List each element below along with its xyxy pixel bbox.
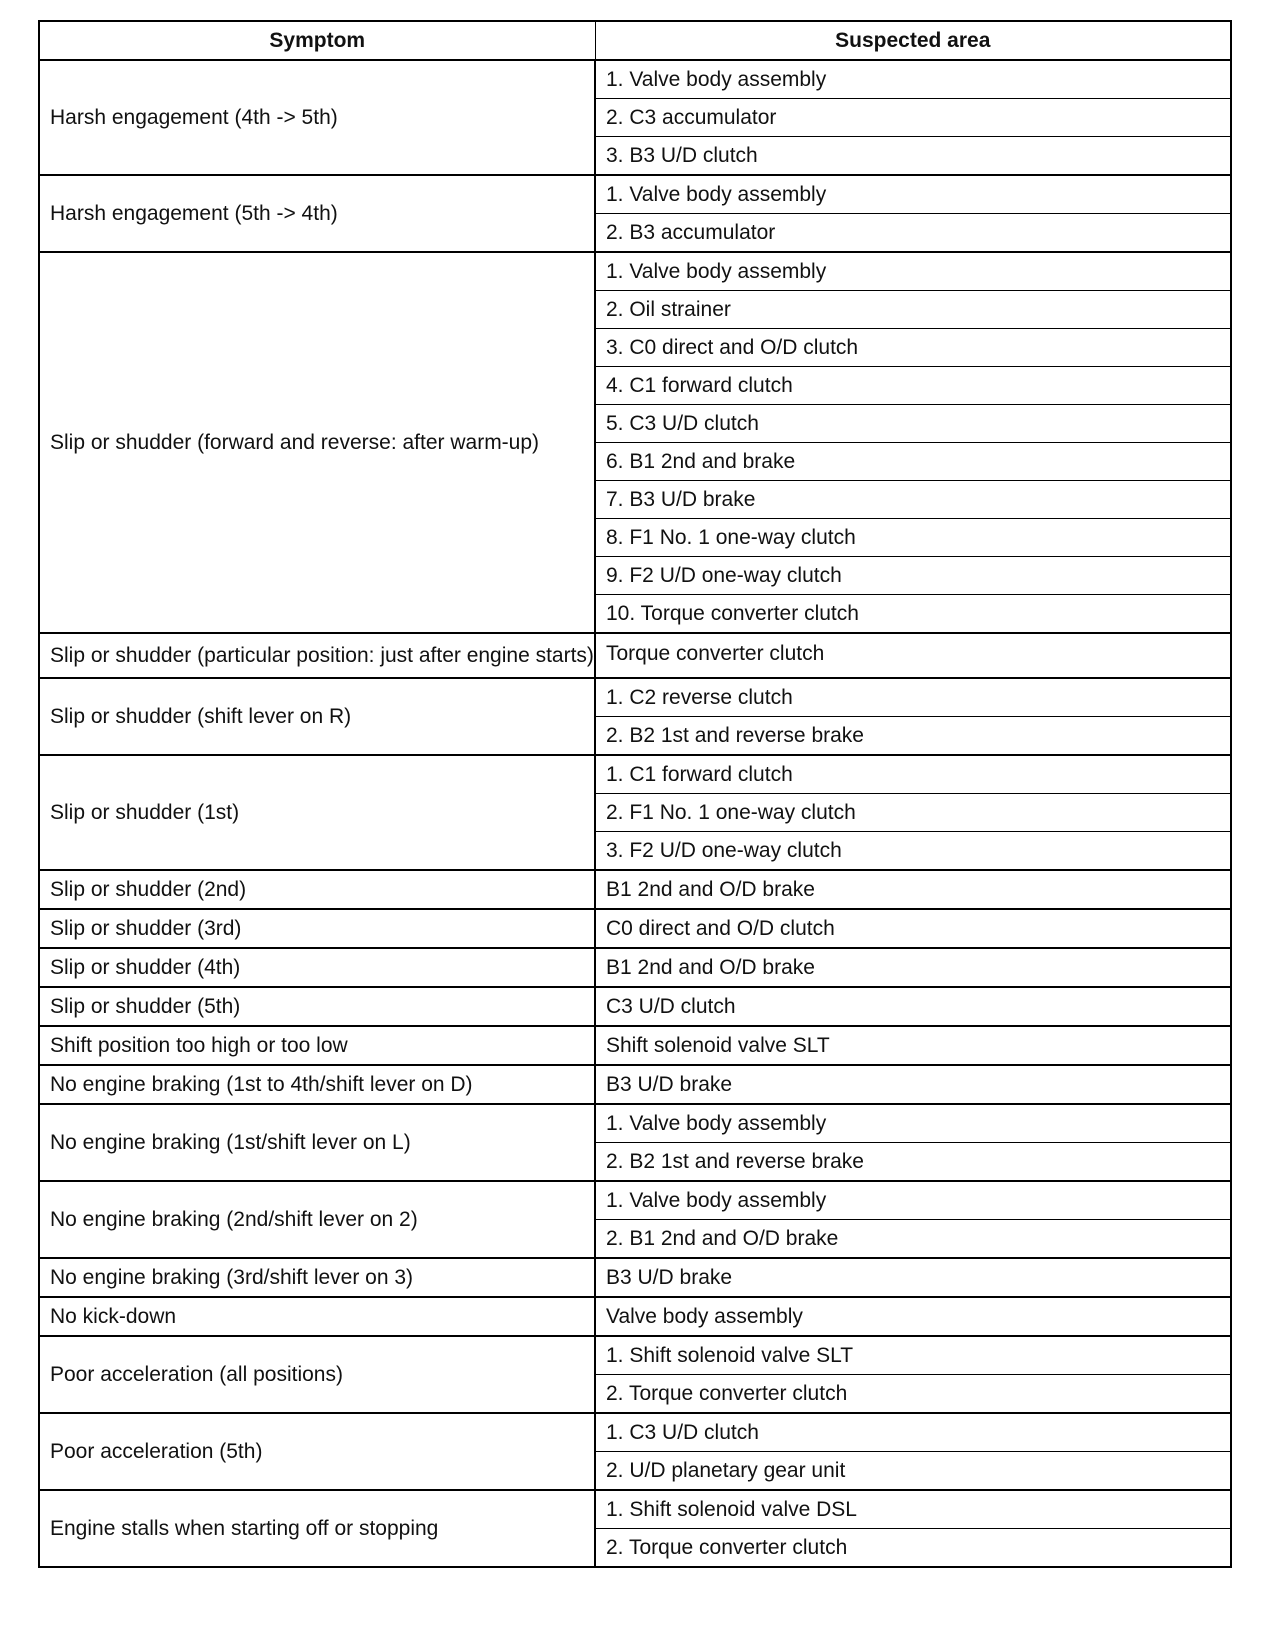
table-row [39, 1181, 1231, 1220]
suspected-area-cell: 9. F2 U/D one-way clutch [595, 557, 1231, 595]
suspected-area-cell: 1. Shift solenoid valve DSL [595, 1490, 1231, 1529]
suspected-area-cell: Torque converter clutch [595, 633, 1231, 678]
suspected-area-cell: C0 direct and O/D clutch [595, 909, 1231, 948]
table-row [39, 909, 1231, 948]
table-body [39, 60, 1231, 1567]
symptom-cell: Slip or shudder (1st) [39, 755, 595, 870]
symptom-cell: Slip or shudder (particular position: just after engine starts) [39, 633, 595, 678]
suspected-area-cell: 6. B1 2nd and brake [595, 443, 1231, 481]
suspected-area-cell: B3 U/D brake [595, 1258, 1231, 1297]
suspected-area-cell: C3 U/D clutch [595, 987, 1231, 1026]
symptom-cell: Engine stalls when starting off or stopping [39, 1490, 595, 1567]
symptom-cell: Slip or shudder (2nd) [39, 870, 595, 909]
symptom-cell: No engine braking (1st to 4th/shift lever on D) [39, 1065, 595, 1104]
suspected-area-cell: Valve body assembly [595, 1297, 1231, 1336]
table-row [39, 1065, 1231, 1104]
symptom-cell: Harsh engagement (5th -> 4th) [39, 175, 595, 252]
suspected-area-cell: 1. Valve body assembly [595, 60, 1231, 99]
symptom-header: Symptom [39, 21, 595, 60]
symptom-cell: No engine braking (2nd/shift lever on 2) [39, 1181, 595, 1258]
suspected-area-cell: 2. B1 2nd and O/D brake [595, 1220, 1231, 1259]
suspected-area-cell: 1. Valve body assembly [595, 1181, 1231, 1220]
suspected-area-cell: 2. C3 accumulator [595, 99, 1231, 137]
symptom-cell: Poor acceleration (all positions) [39, 1336, 595, 1413]
table-row [39, 948, 1231, 987]
symptom-cell: Slip or shudder (3rd) [39, 909, 595, 948]
suspected-area-cell: 2. Oil strainer [595, 291, 1231, 329]
suspected-area-cell: 3. C0 direct and O/D clutch [595, 329, 1231, 367]
suspected-area-cell: 2. Torque converter clutch [595, 1529, 1231, 1568]
suspected-area-cell: B3 U/D brake [595, 1065, 1231, 1104]
symptom-cell: Harsh engagement (4th -> 5th) [39, 60, 595, 175]
symptom-cell: Slip or shudder (5th) [39, 987, 595, 1026]
symptom-cell: No engine braking (1st/shift lever on L) [39, 1104, 595, 1181]
suspected-area-cell: 3. B3 U/D clutch [595, 137, 1231, 176]
symptom-cell: No kick-down [39, 1297, 595, 1336]
header-row [39, 21, 1231, 60]
symptom-table [38, 20, 1232, 1568]
suspected-area-cell: 3. F2 U/D one-way clutch [595, 832, 1231, 871]
symptom-cell: Slip or shudder (4th) [39, 948, 595, 987]
table-row [39, 1413, 1231, 1452]
suspected-area-cell: 1. Valve body assembly [595, 175, 1231, 214]
suspected-area-cell: B1 2nd and O/D brake [595, 948, 1231, 987]
suspected-area-cell: 2. B2 1st and reverse brake [595, 717, 1231, 756]
suspected-area-cell: 2. B2 1st and reverse brake [595, 1143, 1231, 1182]
symptom-cell: Poor acceleration (5th) [39, 1413, 595, 1490]
suspected-area-cell: 4. C1 forward clutch [595, 367, 1231, 405]
suspected-area-cell: 2. U/D planetary gear unit [595, 1452, 1231, 1491]
table-row [39, 870, 1231, 909]
table-row [39, 1336, 1231, 1375]
table-row [39, 1026, 1231, 1065]
suspected-area-cell: Shift solenoid valve SLT [595, 1026, 1231, 1065]
suspected-area-cell: 2. F1 No. 1 one-way clutch [595, 794, 1231, 832]
suspected-area-cell: 1. C1 forward clutch [595, 755, 1231, 794]
table-row [39, 633, 1231, 678]
symptom-cell: Slip or shudder (shift lever on R) [39, 678, 595, 755]
table-row [39, 678, 1231, 717]
symptom-cell: Shift position too high or too low [39, 1026, 595, 1065]
table-row [39, 60, 1231, 99]
suspected-area-cell: 1. Valve body assembly [595, 1104, 1231, 1143]
suspected-area-cell: 2. B3 accumulator [595, 214, 1231, 253]
suspected-area-cell: 1. Valve body assembly [595, 252, 1231, 291]
table-row [39, 987, 1231, 1026]
suspected-area-cell: 7. B3 U/D brake [595, 481, 1231, 519]
table-row [39, 755, 1231, 794]
suspected-area-cell: 1. Shift solenoid valve SLT [595, 1336, 1231, 1375]
suspected-area-cell: 8. F1 No. 1 one-way clutch [595, 519, 1231, 557]
suspected-area-cell: 1. C2 reverse clutch [595, 678, 1231, 717]
symptom-cell: No engine braking (3rd/shift lever on 3) [39, 1258, 595, 1297]
suspected-area-cell: 1. C3 U/D clutch [595, 1413, 1231, 1452]
suspected-area-cell: 2. Torque converter clutch [595, 1375, 1231, 1414]
table-row [39, 1297, 1231, 1336]
suspected-area-cell: 10. Torque converter clutch [595, 595, 1231, 634]
suspected-area-cell: B1 2nd and O/D brake [595, 870, 1231, 909]
table-row [39, 252, 1231, 291]
suspected-area-cell: 5. C3 U/D clutch [595, 405, 1231, 443]
table-row [39, 1490, 1231, 1529]
table-row [39, 1258, 1231, 1297]
table-row [39, 1104, 1231, 1143]
table-row [39, 175, 1231, 214]
suspected-area-header: Suspected area [595, 21, 1231, 60]
symptom-cell: Slip or shudder (forward and reverse: after warm-up) [39, 252, 595, 633]
